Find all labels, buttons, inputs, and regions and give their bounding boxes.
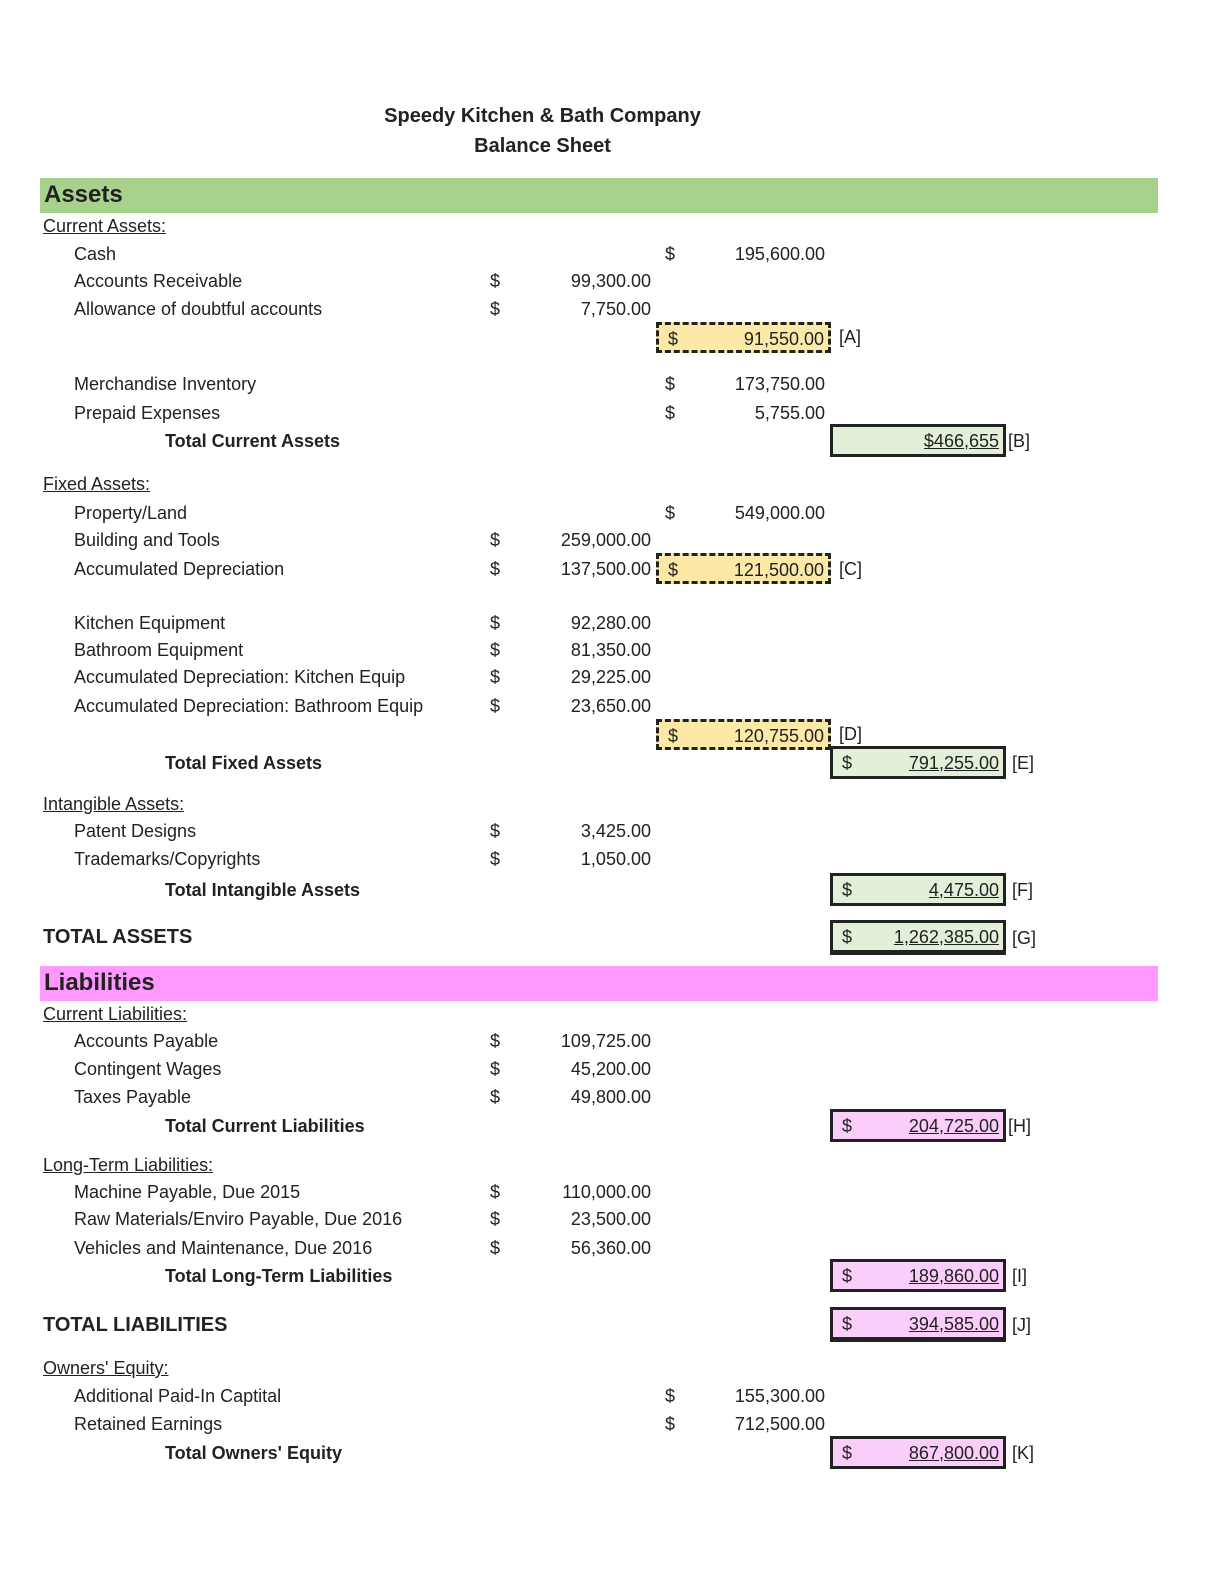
currency-symbol: $ [665,1386,676,1406]
inventory-label: Merchandise Inventory [74,374,257,394]
total-owners-equity-amount: 867,800.00 [908,1443,999,1463]
report-title: Balance Sheet [474,135,611,157]
total-current-assets-amount: $466,655 [923,431,999,451]
tag-b: [B] [1008,431,1031,451]
prepaid-label: Prepaid Expenses [74,403,221,423]
fixed-assets-label: Fixed Assets: [43,474,151,494]
total-current-assets-box[interactable] [830,424,1006,457]
patent-designs-amount: 3,425.00 [580,821,651,841]
total-fixed-assets-label: Total Fixed Assets [165,753,323,773]
accounts-receivable-label: Accounts Receivable [74,271,243,291]
paid-in-capital-amount: 155,300.00 [734,1386,825,1406]
trademarks-amount: 1,050.00 [580,849,651,869]
tag-j: [J] [1012,1315,1032,1335]
currency-symbol: $ [490,1209,501,1229]
liabilities-band [40,966,1158,1001]
bathroom-equipment-label: Bathroom Equipment [74,640,244,660]
contingent-wages-label: Contingent Wages [74,1059,222,1079]
raw-materials-amount: 23,500.00 [570,1209,651,1229]
tag-h: [H] [1008,1116,1032,1136]
allowance-amount: 7,750.00 [580,299,651,319]
dep-bathroom-label: Accumulated Depreciation: Bathroom Equip [74,696,424,716]
net-equipment-box[interactable] [656,719,831,750]
total-assets-label: TOTAL ASSETS [43,926,193,948]
accounts-payable-amount: 109,725.00 [560,1031,651,1051]
retained-earnings-label: Retained Earnings [74,1414,223,1434]
currency-symbol: $ [842,880,853,900]
currency-symbol: $ [665,244,676,264]
company-name: Speedy Kitchen & Bath Company [384,105,701,127]
net-equipment-amount: 120,755.00 [733,726,824,746]
total-assets-box[interactable] [830,920,1006,955]
machine-payable-label: Machine Payable, Due 2015 [74,1182,301,1202]
total-owners-equity-label: Total Owners' Equity [165,1443,342,1463]
currency-symbol: $ [490,1059,501,1079]
total-current-liabilities-amount: 204,725.00 [908,1116,999,1136]
total-liabilities-label: TOTAL LIABILITIES [43,1314,228,1336]
tag-f: [F] [1012,880,1033,900]
patent-designs-label: Patent Designs [74,821,197,841]
cash-amount: 195,600.00 [734,244,825,264]
cash-label: Cash [74,244,117,264]
dep-kitchen-amount: 29,225.00 [570,667,651,687]
total-current-liabilities-box[interactable] [830,1109,1006,1142]
total-current-liabilities-label: Total Current Liabilities [165,1116,365,1136]
currency-symbol: $ [490,271,501,291]
building-tools-amount: 259,000.00 [560,530,651,550]
currency-symbol: $ [665,1414,676,1434]
taxes-payable-label: Taxes Payable [74,1087,192,1107]
dep-bathroom-amount: 23,650.00 [570,696,651,716]
owners-equity-label: Owners' Equity: [43,1358,169,1378]
intangible-assets-label: Intangible Assets: [43,794,185,814]
currency-symbol: $ [842,927,853,947]
currency-symbol: $ [665,403,676,423]
currency-symbol: $ [490,530,501,550]
paid-in-capital-label: Additional Paid-In Captital [74,1386,282,1406]
accumulated-depreciation-amount: 137,500.00 [560,559,651,579]
net-receivables-box[interactable] [656,322,831,353]
building-tools-label: Building and Tools [74,530,220,550]
currency-symbol: $ [490,821,501,841]
currency-symbol: $ [490,559,501,579]
total-long-term-liabilities-label: Total Long-Term Liabilities [165,1266,393,1286]
tag-a: [A] [839,327,862,347]
currency-symbol: $ [668,560,679,580]
total-owners-equity-box[interactable] [830,1436,1006,1469]
accounts-receivable-amount: 99,300.00 [570,271,651,291]
total-intangible-assets-box[interactable] [830,873,1006,906]
total-current-assets-label: Total Current Assets [165,431,341,451]
tag-c: [C] [839,559,863,579]
vehicles-label: Vehicles and Maintenance, Due 2016 [74,1238,373,1258]
currency-symbol: $ [665,374,676,394]
total-intangible-assets-label: Total Intangible Assets [165,880,361,900]
accounts-payable-label: Accounts Payable [74,1031,219,1051]
total-intangible-assets-amount: 4,475.00 [928,880,999,900]
currency-symbol: $ [665,503,676,523]
vehicles-amount: 56,360.00 [570,1238,651,1258]
currency-symbol: $ [842,1314,853,1334]
tag-i: [I] [1012,1266,1028,1286]
tag-g: [G] [1012,928,1037,948]
property-land-amount: 549,000.00 [734,503,825,523]
kitchen-equipment-label: Kitchen Equipment [74,613,226,633]
currency-symbol: $ [490,613,501,633]
currency-symbol: $ [490,849,501,869]
tag-d: [D] [839,724,863,744]
currency-symbol: $ [490,640,501,660]
allowance-label: Allowance of doubtful accounts [74,299,323,319]
raw-materials-label: Raw Materials/Enviro Payable, Due 2016 [74,1209,403,1229]
property-land-label: Property/Land [74,503,188,523]
current-liabilities-label: Current Liabilities: [43,1004,188,1024]
currency-symbol: $ [842,1116,853,1136]
machine-payable-amount: 110,000.00 [562,1182,651,1202]
currency-symbol: $ [668,726,679,746]
total-assets-amount: 1,262,385.00 [893,927,999,947]
assets-heading: Assets [44,181,123,208]
total-liabilities-box[interactable] [830,1307,1006,1342]
currency-symbol: $ [842,1443,853,1463]
currency-symbol: $ [490,299,501,319]
currency-symbol: $ [490,1087,501,1107]
total-long-term-liabilities-amount: 189,860.00 [908,1266,999,1286]
currency-symbol: $ [668,329,679,349]
bathroom-equipment-amount: 81,350.00 [570,640,651,660]
total-liabilities-amount: 394,585.00 [908,1314,999,1334]
currency-symbol: $ [490,1182,501,1202]
net-receivables-amount: 91,550.00 [743,329,824,349]
inventory-amount: 173,750.00 [734,374,825,394]
net-building-box[interactable] [656,553,831,584]
currency-symbol: $ [842,753,853,773]
currency-symbol: $ [842,1266,853,1286]
total-fixed-assets-amount: 791,255.00 [908,753,999,773]
net-building-amount: 121,500.00 [733,560,824,580]
contingent-wages-amount: 45,200.00 [570,1059,651,1079]
total-long-term-liabilities-box[interactable] [830,1259,1006,1292]
liabilities-heading: Liabilities [44,969,155,996]
kitchen-equipment-amount: 92,280.00 [570,613,651,633]
prepaid-amount: 5,755.00 [754,403,825,423]
dep-kitchen-label: Accumulated Depreciation: Kitchen Equip [74,667,406,687]
accumulated-depreciation-label: Accumulated Depreciation [74,559,285,579]
currency-symbol: $ [490,696,501,716]
assets-band [40,178,1158,213]
tag-e: [E] [1012,753,1035,773]
currency-symbol: $ [490,1031,501,1051]
trademarks-label: Trademarks/Copyrights [74,849,261,869]
currency-symbol: $ [490,1238,501,1258]
taxes-payable-amount: 49,800.00 [570,1087,651,1107]
long-term-liabilities-label: Long-Term Liabilities: [43,1155,214,1175]
total-fixed-assets-box[interactable] [830,746,1006,779]
tag-k: [K] [1012,1443,1035,1463]
retained-earnings-amount: 712,500.00 [734,1414,825,1434]
current-assets-label: Current Assets: [43,216,167,236]
currency-symbol: $ [490,667,501,687]
